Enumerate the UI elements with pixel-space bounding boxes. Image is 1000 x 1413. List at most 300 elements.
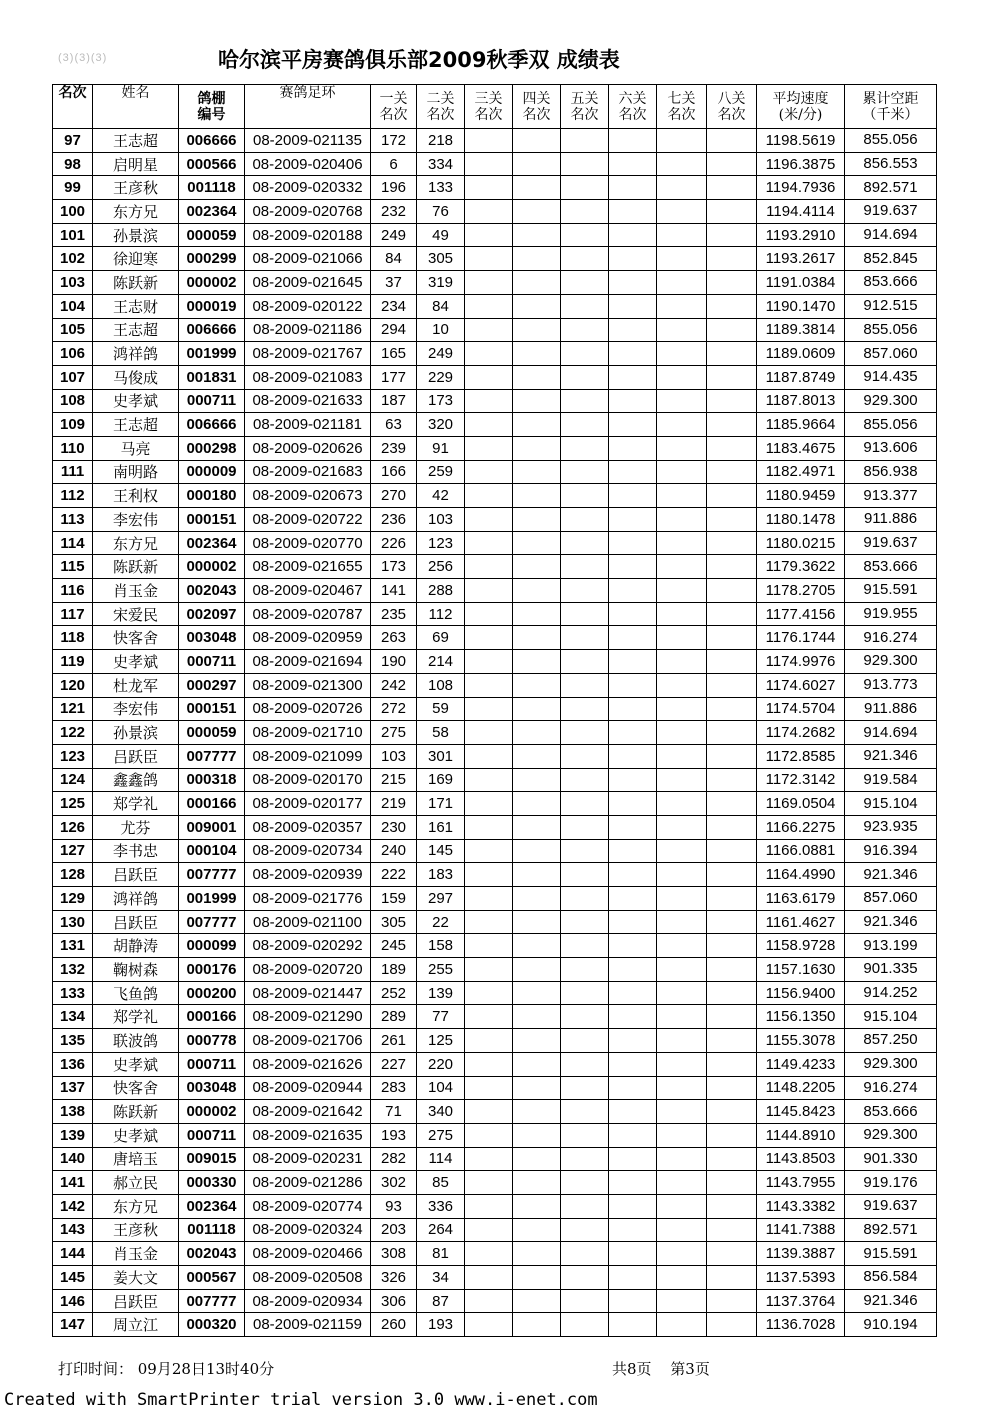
- table-row: [53, 460, 937, 484]
- stage1-rank-cell: 234: [371, 294, 417, 318]
- stage6-rank-cell: [609, 1076, 657, 1100]
- stage5-rank-cell: [561, 721, 609, 745]
- stage8-rank-cell: [707, 1242, 757, 1266]
- total-distance-cell: 855.056: [845, 413, 937, 437]
- ring-number-cell: 08-2009-020122: [245, 294, 371, 318]
- stage7-rank-cell: [657, 1313, 707, 1337]
- stage2-rank-cell: 169: [417, 768, 465, 792]
- name-cell: 东方兄: [93, 1194, 179, 1218]
- name-cell: 陈跃新: [93, 555, 179, 579]
- avg-speed-cell: 1144.8910: [757, 1123, 845, 1147]
- stage7-rank-cell: [657, 531, 707, 555]
- avg-speed-cell: 1143.3382: [757, 1194, 845, 1218]
- stage3-rank-cell: [465, 1076, 513, 1100]
- loft-id-cell: 000059: [179, 721, 245, 745]
- name-cell: 吕跃臣: [93, 1289, 179, 1313]
- rank-cell: 103: [53, 271, 93, 295]
- stage6-rank-cell: [609, 555, 657, 579]
- rank-cell: 122: [53, 721, 93, 745]
- avg-speed-cell: 1174.9976: [757, 650, 845, 674]
- name-cell: 陈跃新: [93, 271, 179, 295]
- stage3-rank-cell: [465, 673, 513, 697]
- avg-speed-cell: 1141.7388: [757, 1218, 845, 1242]
- stage7-rank-cell: [657, 318, 707, 342]
- name-cell: 陈跃新: [93, 1100, 179, 1124]
- table-row: [53, 365, 937, 389]
- avg-speed-cell: 1177.4156: [757, 602, 845, 626]
- stage4-rank-cell: [513, 531, 561, 555]
- stage1-rank-cell: 177: [371, 365, 417, 389]
- loft-id-cell: 002364: [179, 1194, 245, 1218]
- stage4-rank-cell: [513, 389, 561, 413]
- stage7-rank-cell: [657, 294, 707, 318]
- col-header: 六关 名次: [609, 85, 657, 129]
- stage3-rank-cell: [465, 863, 513, 887]
- rank-cell: 109: [53, 413, 93, 437]
- stage2-rank-cell: 297: [417, 887, 465, 911]
- stage5-rank-cell: [561, 626, 609, 650]
- name-cell: 吕跃臣: [93, 863, 179, 887]
- stage6-rank-cell: [609, 626, 657, 650]
- name-cell: 周立江: [93, 1313, 179, 1337]
- ring-number-cell: 08-2009-020170: [245, 768, 371, 792]
- stage8-rank-cell: [707, 555, 757, 579]
- stage8-rank-cell: [707, 1218, 757, 1242]
- rank-cell: 134: [53, 1005, 93, 1029]
- stage5-rank-cell: [561, 1266, 609, 1290]
- stage4-rank-cell: [513, 815, 561, 839]
- total-distance-cell: 856.553: [845, 152, 937, 176]
- stage1-rank-cell: 261: [371, 1029, 417, 1053]
- stage4-rank-cell: [513, 1147, 561, 1171]
- ring-number-cell: 08-2009-021694: [245, 650, 371, 674]
- stage8-rank-cell: [707, 223, 757, 247]
- stage2-rank-cell: 103: [417, 508, 465, 532]
- ring-number-cell: 08-2009-020787: [245, 602, 371, 626]
- name-cell: 吕跃臣: [93, 910, 179, 934]
- total-distance-cell: 929.300: [845, 650, 937, 674]
- watermark-stamp: (3)(3)(3): [58, 52, 108, 64]
- stage4-rank-cell: [513, 436, 561, 460]
- stage3-rank-cell: [465, 389, 513, 413]
- stage4-rank-cell: [513, 460, 561, 484]
- stage2-rank-cell: 49: [417, 223, 465, 247]
- rank-cell: 106: [53, 342, 93, 366]
- col-header: 名次: [53, 85, 93, 129]
- stage6-rank-cell: [609, 887, 657, 911]
- table-row: [53, 531, 937, 555]
- loft-id-cell: 000180: [179, 484, 245, 508]
- loft-id-cell: 000298: [179, 436, 245, 460]
- name-cell: 马俊成: [93, 365, 179, 389]
- loft-id-cell: 000200: [179, 981, 245, 1005]
- table-row: [53, 697, 937, 721]
- stage6-rank-cell: [609, 413, 657, 437]
- stage1-rank-cell: 305: [371, 910, 417, 934]
- avg-speed-cell: 1148.2205: [757, 1076, 845, 1100]
- stage3-rank-cell: [465, 721, 513, 745]
- col-header: 七关 名次: [657, 85, 707, 129]
- name-cell: 史孝斌: [93, 650, 179, 674]
- rank-cell: 121: [53, 697, 93, 721]
- stage4-rank-cell: [513, 555, 561, 579]
- stage1-rank-cell: 252: [371, 981, 417, 1005]
- stage1-rank-cell: 275: [371, 721, 417, 745]
- avg-speed-cell: 1143.8503: [757, 1147, 845, 1171]
- stage8-rank-cell: [707, 1100, 757, 1124]
- stage5-rank-cell: [561, 1242, 609, 1266]
- stage1-rank-cell: 239: [371, 436, 417, 460]
- stage6-rank-cell: [609, 1147, 657, 1171]
- loft-id-cell: 002364: [179, 531, 245, 555]
- rank-cell: 125: [53, 792, 93, 816]
- stage7-rank-cell: [657, 365, 707, 389]
- stage7-rank-cell: [657, 1171, 707, 1195]
- ring-number-cell: 08-2009-020626: [245, 436, 371, 460]
- stage2-rank-cell: 139: [417, 981, 465, 1005]
- stage2-rank-cell: 87: [417, 1289, 465, 1313]
- stage7-rank-cell: [657, 342, 707, 366]
- rank-cell: 101: [53, 223, 93, 247]
- table-row: [53, 1029, 937, 1053]
- name-cell: 吕跃臣: [93, 744, 179, 768]
- name-cell: 东方兄: [93, 531, 179, 555]
- stage1-rank-cell: 6: [371, 152, 417, 176]
- stage4-rank-cell: [513, 1100, 561, 1124]
- stage5-rank-cell: [561, 768, 609, 792]
- rank-cell: 99: [53, 176, 93, 200]
- stage8-rank-cell: [707, 1289, 757, 1313]
- rank-cell: 138: [53, 1100, 93, 1124]
- stage3-rank-cell: [465, 1313, 513, 1337]
- stage1-rank-cell: 236: [371, 508, 417, 532]
- stage1-rank-cell: 226: [371, 531, 417, 555]
- total-distance-cell: 921.346: [845, 910, 937, 934]
- name-cell: 史孝斌: [93, 389, 179, 413]
- stage6-rank-cell: [609, 1313, 657, 1337]
- total-distance-cell: 912.515: [845, 294, 937, 318]
- stage4-rank-cell: [513, 579, 561, 603]
- stage2-rank-cell: 193: [417, 1313, 465, 1337]
- total-distance-cell: 919.637: [845, 200, 937, 224]
- header-row: [53, 85, 937, 129]
- stage1-rank-cell: 159: [371, 887, 417, 911]
- avg-speed-cell: 1190.1470: [757, 294, 845, 318]
- stage4-rank-cell: [513, 1266, 561, 1290]
- stage5-rank-cell: [561, 294, 609, 318]
- stage3-rank-cell: [465, 555, 513, 579]
- stage2-rank-cell: 10: [417, 318, 465, 342]
- table-row: [53, 223, 937, 247]
- avg-speed-cell: 1174.2682: [757, 721, 845, 745]
- col-header: 赛鸽足环: [245, 85, 371, 129]
- stage2-rank-cell: 77: [417, 1005, 465, 1029]
- loft-id-cell: 000009: [179, 460, 245, 484]
- stage3-rank-cell: [465, 958, 513, 982]
- stage8-rank-cell: [707, 721, 757, 745]
- rank-cell: 140: [53, 1147, 93, 1171]
- avg-speed-cell: 1183.4675: [757, 436, 845, 460]
- stage6-rank-cell: [609, 152, 657, 176]
- stage7-rank-cell: [657, 1029, 707, 1053]
- stage2-rank-cell: 22: [417, 910, 465, 934]
- ring-number-cell: 08-2009-020466: [245, 1242, 371, 1266]
- stage1-rank-cell: 165: [371, 342, 417, 366]
- stage3-rank-cell: [465, 981, 513, 1005]
- stage6-rank-cell: [609, 531, 657, 555]
- stage1-rank-cell: 282: [371, 1147, 417, 1171]
- stage6-rank-cell: [609, 1289, 657, 1313]
- name-cell: 王利权: [93, 484, 179, 508]
- name-cell: 孙景滨: [93, 721, 179, 745]
- avg-speed-cell: 1163.6179: [757, 887, 845, 911]
- loft-id-cell: 000320: [179, 1313, 245, 1337]
- avg-speed-cell: 1161.4627: [757, 910, 845, 934]
- stage1-rank-cell: 289: [371, 1005, 417, 1029]
- table-row: [53, 555, 937, 579]
- ring-number-cell: 08-2009-021655: [245, 555, 371, 579]
- stage2-rank-cell: 91: [417, 436, 465, 460]
- stage2-rank-cell: 229: [417, 365, 465, 389]
- stage1-rank-cell: 141: [371, 579, 417, 603]
- stage7-rank-cell: [657, 413, 707, 437]
- stage2-rank-cell: 42: [417, 484, 465, 508]
- total-distance-cell: 853.666: [845, 1100, 937, 1124]
- total-distance-cell: 913.606: [845, 436, 937, 460]
- loft-id-cell: 000567: [179, 1266, 245, 1290]
- stage2-rank-cell: 84: [417, 294, 465, 318]
- name-cell: 史孝斌: [93, 1052, 179, 1076]
- stage5-rank-cell: [561, 910, 609, 934]
- name-cell: 郑学礼: [93, 792, 179, 816]
- stage6-rank-cell: [609, 768, 657, 792]
- stage3-rank-cell: [465, 223, 513, 247]
- table-row: [53, 1005, 937, 1029]
- loft-id-cell: 007777: [179, 863, 245, 887]
- total-distance-cell: 919.637: [845, 531, 937, 555]
- total-distance-cell: 856.584: [845, 1266, 937, 1290]
- loft-id-cell: 002364: [179, 200, 245, 224]
- stage3-rank-cell: [465, 839, 513, 863]
- stage5-rank-cell: [561, 579, 609, 603]
- avg-speed-cell: 1137.3764: [757, 1289, 845, 1313]
- table-row: [53, 1076, 937, 1100]
- stage6-rank-cell: [609, 389, 657, 413]
- stage1-rank-cell: 260: [371, 1313, 417, 1337]
- loft-id-cell: 003048: [179, 1076, 245, 1100]
- stage4-rank-cell: [513, 1218, 561, 1242]
- stage4-rank-cell: [513, 413, 561, 437]
- name-cell: 东方兄: [93, 200, 179, 224]
- stage2-rank-cell: 112: [417, 602, 465, 626]
- total-distance-cell: 916.274: [845, 1076, 937, 1100]
- stage7-rank-cell: [657, 839, 707, 863]
- avg-speed-cell: 1137.5393: [757, 1266, 845, 1290]
- stage1-rank-cell: 103: [371, 744, 417, 768]
- ring-number-cell: 08-2009-021181: [245, 413, 371, 437]
- stage2-rank-cell: 85: [417, 1171, 465, 1195]
- stage2-rank-cell: 125: [417, 1029, 465, 1053]
- stage1-rank-cell: 93: [371, 1194, 417, 1218]
- avg-speed-cell: 1187.8749: [757, 365, 845, 389]
- stage3-rank-cell: [465, 531, 513, 555]
- stage2-rank-cell: 171: [417, 792, 465, 816]
- rank-cell: 137: [53, 1076, 93, 1100]
- stage2-rank-cell: 275: [417, 1123, 465, 1147]
- stage6-rank-cell: [609, 981, 657, 1005]
- stage3-rank-cell: [465, 1242, 513, 1266]
- stage3-rank-cell: [465, 934, 513, 958]
- total-distance-cell: 914.252: [845, 981, 937, 1005]
- stage7-rank-cell: [657, 152, 707, 176]
- stage6-rank-cell: [609, 934, 657, 958]
- total-distance-cell: 919.176: [845, 1171, 937, 1195]
- total-distance-cell: 915.104: [845, 792, 937, 816]
- total-distance-cell: 914.694: [845, 721, 937, 745]
- ring-number-cell: 08-2009-020188: [245, 223, 371, 247]
- name-cell: 王志超: [93, 413, 179, 437]
- stage8-rank-cell: [707, 318, 757, 342]
- stage5-rank-cell: [561, 839, 609, 863]
- total-distance-cell: 913.199: [845, 934, 937, 958]
- stage5-rank-cell: [561, 484, 609, 508]
- stage2-rank-cell: 69: [417, 626, 465, 650]
- rank-cell: 132: [53, 958, 93, 982]
- stage6-rank-cell: [609, 1266, 657, 1290]
- stage1-rank-cell: 308: [371, 1242, 417, 1266]
- stage2-rank-cell: 183: [417, 863, 465, 887]
- total-distance-cell: 857.250: [845, 1029, 937, 1053]
- total-distance-cell: 929.300: [845, 389, 937, 413]
- name-cell: 胡静涛: [93, 934, 179, 958]
- stage2-rank-cell: 108: [417, 673, 465, 697]
- loft-id-cell: 000176: [179, 958, 245, 982]
- stage4-rank-cell: [513, 673, 561, 697]
- stage2-rank-cell: 214: [417, 650, 465, 674]
- stage2-rank-cell: 320: [417, 413, 465, 437]
- stage2-rank-cell: 305: [417, 247, 465, 271]
- stage8-rank-cell: [707, 768, 757, 792]
- stage5-rank-cell: [561, 815, 609, 839]
- rank-cell: 120: [53, 673, 93, 697]
- loft-id-cell: 000019: [179, 294, 245, 318]
- loft-id-cell: 001118: [179, 176, 245, 200]
- col-header: 四关 名次: [513, 85, 561, 129]
- table-row: [53, 910, 937, 934]
- stage6-rank-cell: [609, 673, 657, 697]
- table-row: [53, 1123, 937, 1147]
- stage4-rank-cell: [513, 247, 561, 271]
- rank-cell: 127: [53, 839, 93, 863]
- name-cell: 启明星: [93, 152, 179, 176]
- stage7-rank-cell: [657, 460, 707, 484]
- stage1-rank-cell: 283: [371, 1076, 417, 1100]
- stage6-rank-cell: [609, 910, 657, 934]
- stage8-rank-cell: [707, 365, 757, 389]
- stage8-rank-cell: [707, 1194, 757, 1218]
- stage8-rank-cell: [707, 247, 757, 271]
- table-row: [53, 389, 937, 413]
- stage1-rank-cell: 37: [371, 271, 417, 295]
- stage4-rank-cell: [513, 1123, 561, 1147]
- table-row: [53, 1289, 937, 1313]
- stage6-rank-cell: [609, 721, 657, 745]
- stage4-rank-cell: [513, 1194, 561, 1218]
- stage3-rank-cell: [465, 294, 513, 318]
- ring-number-cell: 08-2009-021300: [245, 673, 371, 697]
- ring-number-cell: 08-2009-021635: [245, 1123, 371, 1147]
- stage2-rank-cell: 334: [417, 152, 465, 176]
- stage8-rank-cell: [707, 863, 757, 887]
- stage6-rank-cell: [609, 271, 657, 295]
- total-distance-cell: 915.591: [845, 579, 937, 603]
- stage7-rank-cell: [657, 650, 707, 674]
- stage3-rank-cell: [465, 602, 513, 626]
- stage2-rank-cell: 133: [417, 176, 465, 200]
- page-title: 哈尔滨平房赛鸽俱乐部2009秋季双 成绩表: [218, 48, 620, 72]
- stage8-rank-cell: [707, 981, 757, 1005]
- ring-number-cell: 08-2009-020734: [245, 839, 371, 863]
- stage3-rank-cell: [465, 365, 513, 389]
- stage6-rank-cell: [609, 460, 657, 484]
- rank-cell: 119: [53, 650, 93, 674]
- avg-speed-cell: 1194.7936: [757, 176, 845, 200]
- stage8-rank-cell: [707, 579, 757, 603]
- ring-number-cell: 08-2009-021776: [245, 887, 371, 911]
- stage6-rank-cell: [609, 839, 657, 863]
- total-distance-cell: 929.300: [845, 1052, 937, 1076]
- total-distance-cell: 852.845: [845, 247, 937, 271]
- stage5-rank-cell: [561, 1029, 609, 1053]
- credit-line: Created with SmartPrinter trial version 3.0 www.i-enet.com: [4, 1390, 598, 1410]
- table-row: [53, 1218, 937, 1242]
- stage7-rank-cell: [657, 673, 707, 697]
- rank-cell: 110: [53, 436, 93, 460]
- stage7-rank-cell: [657, 271, 707, 295]
- stage1-rank-cell: 203: [371, 1218, 417, 1242]
- table-row: [53, 934, 937, 958]
- stage2-rank-cell: 255: [417, 958, 465, 982]
- stage6-rank-cell: [609, 1052, 657, 1076]
- table-row: [53, 1147, 937, 1171]
- stage5-rank-cell: [561, 531, 609, 555]
- ring-number-cell: 08-2009-020774: [245, 1194, 371, 1218]
- stage1-rank-cell: 306: [371, 1289, 417, 1313]
- ring-number-cell: 08-2009-020722: [245, 508, 371, 532]
- stage5-rank-cell: [561, 934, 609, 958]
- stage1-rank-cell: 189: [371, 958, 417, 982]
- stage8-rank-cell: [707, 129, 757, 153]
- loft-id-cell: 000711: [179, 389, 245, 413]
- total-distance-cell: 855.056: [845, 318, 937, 342]
- stage8-rank-cell: [707, 1005, 757, 1029]
- stage1-rank-cell: 302: [371, 1171, 417, 1195]
- table-row: [53, 1052, 937, 1076]
- stage2-rank-cell: 158: [417, 934, 465, 958]
- stage6-rank-cell: [609, 1194, 657, 1218]
- total-distance-cell: 892.571: [845, 1218, 937, 1242]
- avg-speed-cell: 1178.2705: [757, 579, 845, 603]
- ring-number-cell: 08-2009-021447: [245, 981, 371, 1005]
- stage3-rank-cell: [465, 1029, 513, 1053]
- stage1-rank-cell: 166: [371, 460, 417, 484]
- loft-id-cell: 000099: [179, 934, 245, 958]
- total-distance-cell: 915.104: [845, 1005, 937, 1029]
- ring-number-cell: 08-2009-020673: [245, 484, 371, 508]
- avg-speed-cell: 1180.0215: [757, 531, 845, 555]
- stage3-rank-cell: [465, 792, 513, 816]
- stage5-rank-cell: [561, 1313, 609, 1337]
